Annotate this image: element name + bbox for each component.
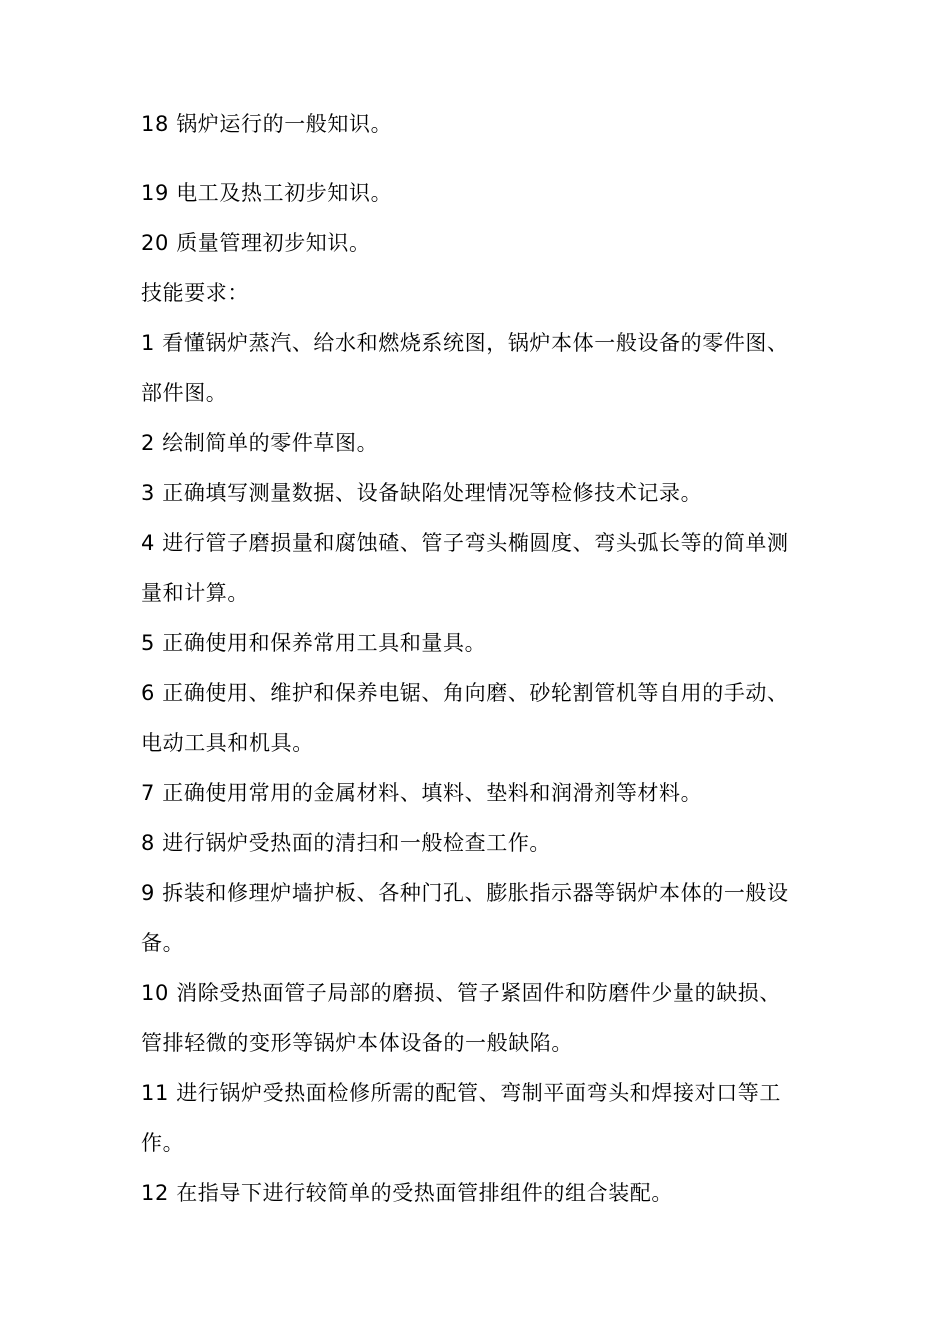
text-line: 18 锅炉运行的一般知识。 <box>141 112 393 136</box>
text-line: 2 绘制简单的零件草图。 <box>141 431 379 455</box>
text-line: 6 正确使用、维护和保养电锯、角向磨、砂轮割管机等自用的手动、 <box>141 681 789 705</box>
text-line: 备。 <box>141 931 185 955</box>
text-line: 5 正确使用和保养常用工具和量具。 <box>141 631 487 655</box>
text-line: 9 拆装和修理炉墙护板、各种门孔、膨胀指示器等锅炉本体的一般设 <box>141 881 789 905</box>
text-line: 部件图。 <box>141 381 228 405</box>
text-line: 3 正确填写测量数据、设备缺陷处理情况等检修技术记录。 <box>141 481 703 505</box>
text-line: 4 进行管子磨损量和腐蚀碴、管子弯头椭圆度、弯头弧长等的简单测 <box>141 531 789 555</box>
text-line: 量和计算。 <box>141 581 249 605</box>
text-line: 19 电工及热工初步知识。 <box>141 181 393 205</box>
text-line: 电动工具和机具。 <box>141 731 314 755</box>
section-heading: 技能要求： <box>141 281 249 305</box>
text-line: 11 进行锅炉受热面检修所需的配管、弯制平面弯头和焊接对口等工 <box>141 1081 781 1105</box>
text-line: 10 消除受热面管子局部的磨损、管子紧固件和防磨件少量的缺损、 <box>141 981 781 1005</box>
text-line: 7 正确使用常用的金属材料、填料、垫料和润滑剂等材料。 <box>141 781 703 805</box>
text-line: 1 看懂锅炉蒸汽、给水和燃烧系统图，锅炉本体一般设备的零件图、 <box>141 331 789 355</box>
text-line: 作。 <box>141 1131 185 1155</box>
text-line: 12 在指导下进行较简单的受热面管排组件的组合装配。 <box>141 1181 673 1205</box>
text-line: 管排轻微的变形等锅炉本体设备的一般缺陷。 <box>141 1031 573 1055</box>
text-line: 8 进行锅炉受热面的清扫和一般检查工作。 <box>141 831 552 855</box>
text-line: 20 质量管理初步知识。 <box>141 231 371 255</box>
